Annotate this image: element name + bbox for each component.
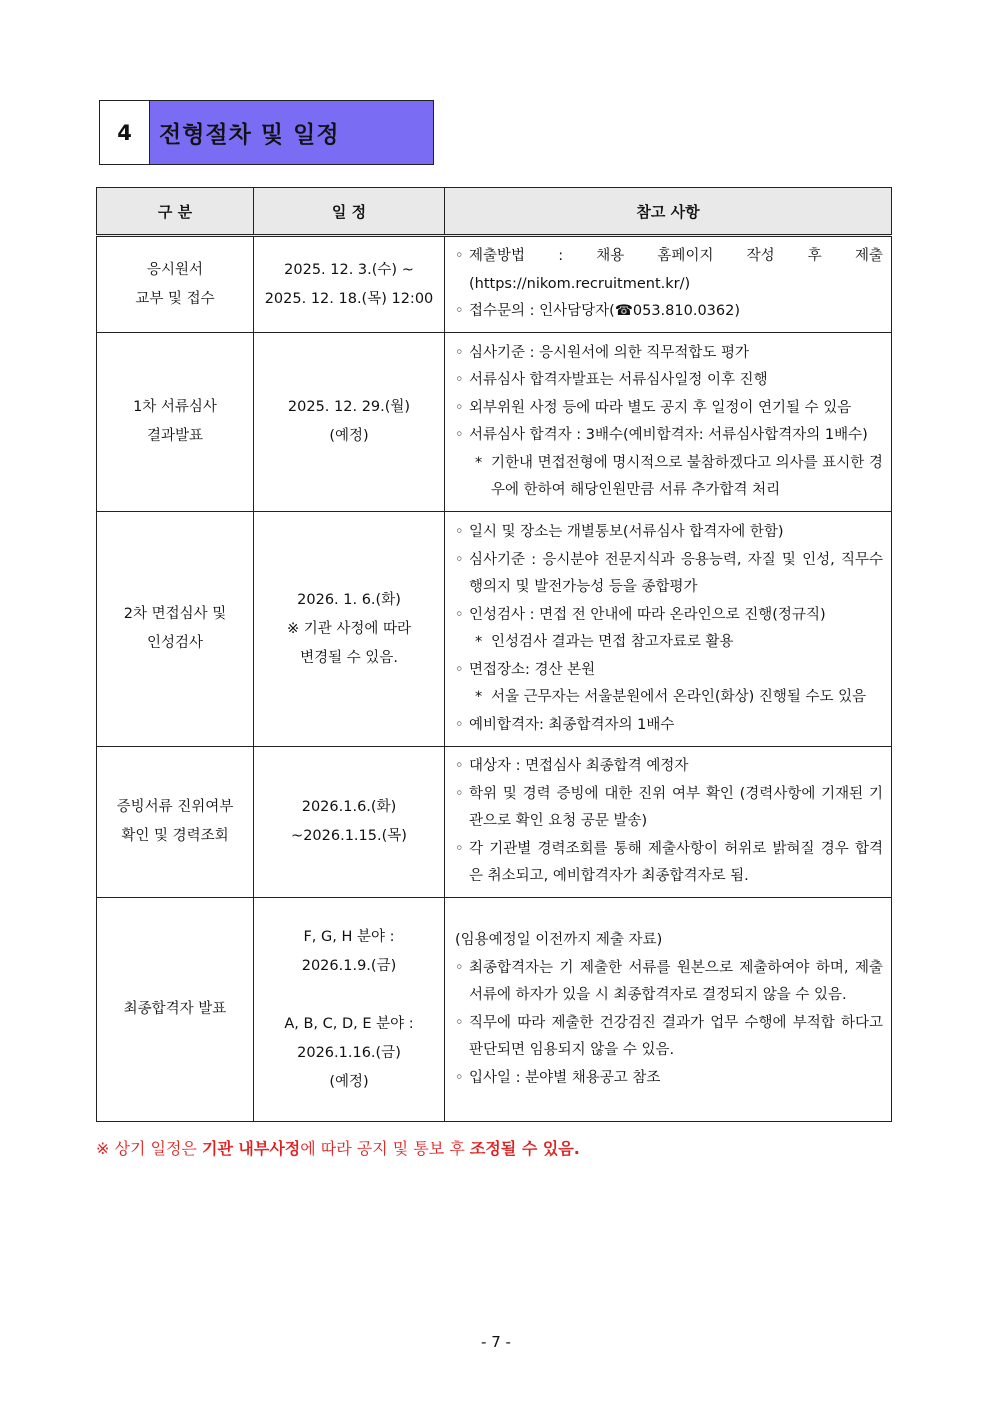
schedule-line: (예정) [329,428,369,444]
note-item [455,243,883,298]
note-item [455,395,883,423]
category-line: 응시원서 [146,261,204,278]
schedule-footnote [96,1136,580,1159]
footnote-text: 에 따라 공지 및 통보 후 [300,1139,470,1158]
table-row [97,236,892,333]
row-schedule [254,898,445,1122]
bullet-marker: ◦ [455,606,464,623]
category-line: 인성검사 [146,635,204,651]
bullet-marker: ◦ [455,840,464,857]
note-item [455,657,883,685]
bullet-marker: ◦ [455,248,464,265]
row-schedule [254,512,445,747]
note-item [455,836,883,891]
note-item [455,781,883,836]
section-header [99,100,434,165]
bullet-marker: ◦ [455,551,464,568]
schedule-line: 변경될 수 있음. [300,649,398,666]
note-item [455,753,883,781]
note-text: 일시 및 장소는 개별통보(서류심사 합격자에 한함) [469,524,784,540]
section-title: 전형절차 및 일정 [150,101,433,164]
note-text: 심사기준 : 응시원서에 의한 직무적합도 평가 [469,344,750,361]
note-subitem [455,684,883,712]
note-text: 예비합격자: 최종합격자의 1배수 [469,716,675,733]
table-row [97,898,892,1122]
table-header-row [97,188,892,236]
asterisk-marker: * [475,454,483,471]
note-text: 제출방법 : 채용 홈페이지 작성 후 제출 (https://nikom.recruitment.kr/) [469,248,883,292]
row-notes [445,333,892,512]
row-schedule [254,333,445,512]
note-item [455,712,883,740]
note-heading: (임용예정일 이전까지 제출 자료) [455,932,663,948]
note-item [455,602,883,630]
note-item [455,367,883,395]
category-line: 최종합격자 발표 [123,1001,227,1017]
note-text: 인성검사 결과는 면접 참고자료로 활용 [491,634,734,650]
row-notes [445,747,892,898]
footnote-emphasis: 기관 내부사정 [201,1139,301,1158]
asterisk-marker: * [475,689,483,705]
row-notes [445,898,892,1122]
bullet-marker: ◦ [455,427,464,443]
row-schedule [254,747,445,898]
bullet-marker: ◦ [455,785,464,802]
header-category: 구 분 [97,188,254,236]
footnote-text: ※ 상기 일정은 [96,1139,202,1158]
note-text: 심사기준 : 응시분야 전문지식과 응용능력, 자질 및 인성, 직무수행의지 및 발전가능성 등을 종합평가 [469,551,883,595]
bullet-marker: ◦ [455,716,464,733]
category-line: 교부 및 접수 [135,290,215,307]
note-item [455,547,883,602]
schedule-line: ~2026.1.15.(목) [291,828,407,844]
schedule-line: 2025. 12. 3.(수) ~ [284,261,414,278]
note-text: 최종합격자는 기 제출한 서류를 원본으로 제출하여야 하며, 제출서류에 하자가 있을 시 최종합격자로 결정되지 않을 수 있음. [469,959,883,1003]
schedule-line [255,981,443,1010]
category-line: 결과발표 [146,428,204,444]
schedule-line: F, G, H 분야 : [303,928,395,945]
header-notes: 참고 사항 [445,188,892,236]
row-schedule [254,236,445,333]
asterisk-marker: * [475,634,483,650]
row-category [97,747,254,898]
note-text: 서울 근무자는 서울분원에서 온라인(화상) 진행될 수도 있음 [491,689,867,705]
note-subitem [455,450,883,505]
note-item [455,519,883,547]
schedule-table [96,187,892,1122]
note-text: 서류심사 합격자 : 3배수(예비합격자: 서류심사합격자의 1배수) [469,427,868,443]
note-text: 직무에 따라 제출한 건강검진 결과가 업무 수행에 부적합 하다고 판단되면 임용되지 않을 수 있음. [469,1014,883,1058]
footnote-emphasis: 조정될 수 있음. [469,1139,580,1158]
row-category [97,898,254,1122]
note-text: 각 기관별 경력조회를 통해 제출사항이 허위로 밝혀질 경우 합격은 취소되고, 예비합격자가 최종합격자로 됨. [469,840,883,885]
row-category [97,333,254,512]
note-text: 접수문의 : 인사담당자(☎053.810.0362) [469,303,741,320]
row-category [97,236,254,333]
note-item [455,955,883,1010]
category-line: 확인 및 경력조회 [121,828,229,844]
bullet-marker: ◦ [455,524,464,540]
bullet-marker: ◦ [455,959,464,976]
bullet-marker: ◦ [455,1069,464,1086]
note-item [455,1065,883,1093]
note-item [455,422,883,450]
schedule-line: A, B, C, D, E 분야 : [284,1015,414,1032]
schedule-line: 2026.1.6.(화) [301,799,397,815]
schedule-line: 2025. 12. 18.(목) 12:00 [264,290,434,307]
schedule-line: ※ 기관 사정에 따라 [286,620,412,637]
note-text: 인성검사 : 면접 전 안내에 따라 온라인으로 진행(정규직) [469,606,826,623]
category-line: 1차 서류심사 [133,399,217,415]
bullet-marker: ◦ [455,303,464,320]
bullet-marker: ◦ [455,399,464,416]
row-notes [445,512,892,747]
schedule-line: 2026.1.9.(금) [301,957,397,974]
note-text: 서류심사 합격자발표는 서류심사일정 이후 진행 [469,372,768,388]
category-line: 증빙서류 진위여부 [116,799,234,815]
table-row [97,512,892,747]
note-text: 기한내 면접전형에 명시적으로 불참하겠다고 의사를 표시한 경우에 한하여 해당인원만큼 서류 추가합격 처리 [491,454,883,498]
bullet-marker: ◦ [455,1014,464,1031]
bullet-marker: ◦ [455,344,464,361]
bullet-marker: ◦ [455,758,464,775]
table-row [97,747,892,898]
note-text: 면접장소: 경산 본원 [469,661,596,678]
note-text: 대상자 : 면접심사 최종합격 예정자 [469,758,689,775]
note-item [455,340,883,368]
bullet-marker: ◦ [455,661,464,678]
bullet-marker: ◦ [455,372,464,388]
note-item [455,298,883,326]
section-number: 4 [100,101,150,164]
page-number: - 7 - [481,1333,511,1351]
note-text: 입사일 : 분야별 채용공고 참조 [469,1069,661,1086]
note-text: 외부위원 사정 등에 따라 별도 공지 후 일정이 연기될 수 있음 [469,399,852,416]
row-notes [445,236,892,333]
row-category [97,512,254,747]
note-text: 학위 및 경력 증빙에 대한 진위 여부 확인 (경력사항에 기재된 기관으로 확인 요청 공문 발송) [469,785,883,830]
note-item [455,1010,883,1065]
note-subitem [455,629,883,657]
schedule-line: 2025. 12. 29.(월) [287,399,411,415]
schedule-line: 2026.1.16.(금) [297,1044,401,1061]
table-row [97,333,892,512]
header-schedule: 일 정 [254,188,445,236]
schedule-line: (예정) [329,1073,369,1090]
category-line: 2차 면접심사 및 [123,606,227,622]
schedule-line: 2026. 1. 6.(화) [297,591,401,608]
